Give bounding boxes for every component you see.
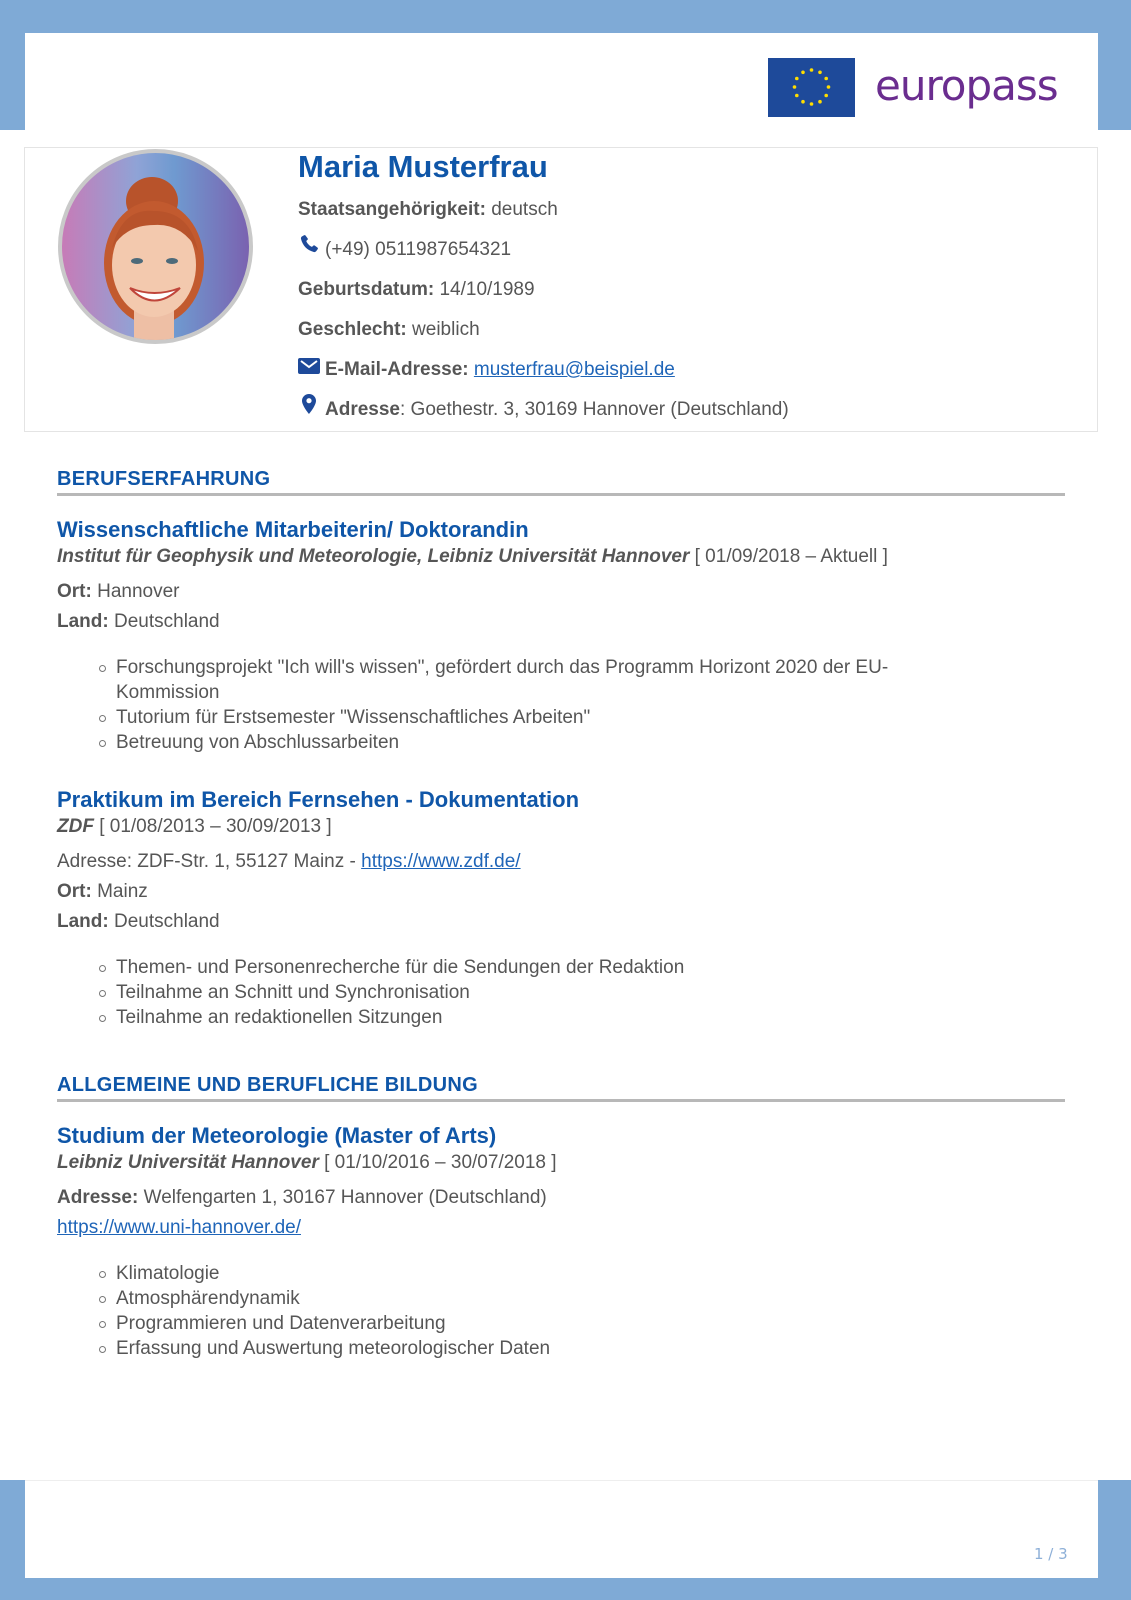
address-value: : Goethestr. 3, 30169 Hannover (Deutschland) bbox=[400, 399, 789, 420]
eu-flag-icon bbox=[768, 58, 855, 117]
nationality-label: Staatsangehörigkeit: bbox=[298, 199, 486, 220]
email-label: E-Mail-Adresse: bbox=[325, 359, 469, 380]
list-item: Themen- und Personenrecherche für die Sendungen der Redaktion bbox=[99, 955, 1065, 980]
address-row bbox=[57, 1183, 1065, 1213]
location-row bbox=[57, 577, 1065, 607]
list-item: Atmosphärendynamik bbox=[99, 1286, 1065, 1311]
employer: Institut für Geophysik und Meteorologie, Leibniz Universität Hannover bbox=[57, 546, 690, 567]
zdf-link[interactable]: https://www.zdf.de/ bbox=[361, 851, 521, 872]
university-link[interactable]: https://www.uni-hannover.de/ bbox=[57, 1217, 301, 1238]
section-title-experience: BERUFSERFAHRUNG bbox=[57, 468, 271, 490]
list-item: Forschungsprojekt "Ich will's wissen", gefördert durch das Programm Horizont 2020 der EU-Kommission bbox=[99, 655, 989, 705]
land-label: Land: bbox=[57, 911, 109, 932]
list-item: Klimatologie bbox=[99, 1261, 1065, 1286]
job-title: Praktikum im Bereich Fernsehen - Dokumentation bbox=[57, 787, 580, 812]
address-value: : ZDF-Str. 1, 55127 Mainz - bbox=[126, 851, 362, 872]
education-section bbox=[57, 1072, 1065, 1361]
email-link[interactable]: musterfrau@beispiel.de bbox=[473, 359, 675, 380]
experience-section bbox=[57, 466, 1065, 1030]
person-name: Maria Musterfrau bbox=[298, 149, 548, 184]
institution: Leibniz Universität Hannover bbox=[57, 1152, 319, 1173]
phone-icon bbox=[298, 230, 320, 270]
employer: ZDF bbox=[57, 816, 94, 837]
list-item: Teilnahme an Schnitt und Synchronisation bbox=[99, 980, 1065, 1005]
study-dates: [ 01/10/2016 – 30/07/2018 ] bbox=[318, 1152, 557, 1173]
list-item: Erfassung und Auswertung meteorologischer Daten bbox=[99, 1336, 1065, 1361]
list-item: Tutorium für Erstsemester "Wissenschaftliches Arbeiten" bbox=[99, 705, 989, 730]
degree-title: Studium der Meteorologie (Master of Arts) bbox=[57, 1123, 497, 1148]
phone-row bbox=[298, 230, 789, 270]
location-pin-icon bbox=[298, 390, 320, 430]
job-tasks bbox=[99, 655, 989, 755]
land-label: Land: bbox=[57, 611, 109, 632]
land-value: Deutschland bbox=[108, 911, 220, 932]
experience-entry bbox=[57, 785, 1065, 1030]
gender-value: weiblich bbox=[412, 319, 480, 340]
phone-value: (+49) 0511987654321 bbox=[325, 239, 512, 260]
ort-label: Ort: bbox=[57, 881, 92, 902]
country-row bbox=[57, 907, 1065, 937]
frame-corner-bottom-right bbox=[1098, 1480, 1131, 1600]
ort-value: Hannover bbox=[91, 581, 180, 602]
frame-corner-top-right bbox=[1098, 0, 1131, 130]
frame-corner-bottom-left bbox=[0, 1480, 25, 1600]
study-topics bbox=[99, 1261, 1065, 1361]
job-title: Wissenschaftliche Mitarbeiterin/ Doktorandin bbox=[57, 517, 529, 542]
page-number: 1 / 3 bbox=[1034, 1545, 1068, 1563]
land-value: Deutschland bbox=[108, 611, 220, 632]
address-label: Adresse bbox=[57, 851, 127, 872]
envelope-icon bbox=[298, 350, 320, 390]
list-item: Teilnahme an redaktionellen Sitzungen bbox=[99, 1005, 1065, 1030]
education-entry bbox=[57, 1121, 1065, 1361]
list-item: Betreuung von Abschlussarbeiten bbox=[99, 730, 989, 755]
europass-logo bbox=[768, 58, 1058, 117]
frame-top bbox=[0, 0, 1131, 33]
frame-corner-top-left bbox=[0, 0, 25, 130]
country-row bbox=[57, 607, 1065, 637]
website-row bbox=[57, 1213, 1065, 1243]
address-label: Adresse: bbox=[57, 1187, 139, 1208]
nationality-value: deutsch bbox=[491, 199, 558, 220]
birthdate-row bbox=[298, 270, 789, 310]
ort-label: Ort: bbox=[57, 581, 92, 602]
address-row bbox=[57, 847, 1065, 877]
brand-name: europass bbox=[875, 60, 1058, 110]
gender-label: Geschlecht: bbox=[298, 319, 407, 340]
experience-entry bbox=[57, 515, 1065, 755]
birthdate-label: Geburtsdatum: bbox=[298, 279, 435, 300]
address-label: Adresse bbox=[325, 399, 400, 420]
job-employer-dates bbox=[57, 815, 1065, 839]
institution-dates bbox=[57, 1151, 1065, 1175]
address-value: Welfengarten 1, 30167 Hannover (Deutschland) bbox=[138, 1187, 547, 1208]
ort-value: Mainz bbox=[91, 881, 148, 902]
profile-photo bbox=[58, 149, 253, 344]
job-employer-dates bbox=[57, 545, 1065, 569]
footer-divider bbox=[25, 1480, 1098, 1481]
personal-info-card bbox=[24, 147, 1098, 432]
email-row bbox=[298, 350, 789, 390]
section-divider bbox=[57, 1099, 1065, 1102]
job-dates: [ 01/09/2018 – Aktuell ] bbox=[689, 546, 888, 567]
gender-row bbox=[298, 310, 789, 350]
frame-bottom bbox=[0, 1578, 1131, 1600]
list-item: Programmieren und Datenverarbeitung bbox=[99, 1311, 1065, 1336]
birthdate-value: 14/10/1989 bbox=[439, 279, 535, 300]
personal-info bbox=[298, 148, 789, 430]
location-row bbox=[57, 877, 1065, 907]
section-title-education: ALLGEMEINE UND BERUFLICHE BILDUNG bbox=[57, 1074, 479, 1096]
section-divider bbox=[57, 493, 1065, 496]
address-row bbox=[298, 390, 789, 430]
job-tasks bbox=[99, 955, 1065, 1030]
job-dates: [ 01/08/2013 – 30/09/2013 ] bbox=[93, 816, 332, 837]
nationality-row bbox=[298, 190, 789, 230]
